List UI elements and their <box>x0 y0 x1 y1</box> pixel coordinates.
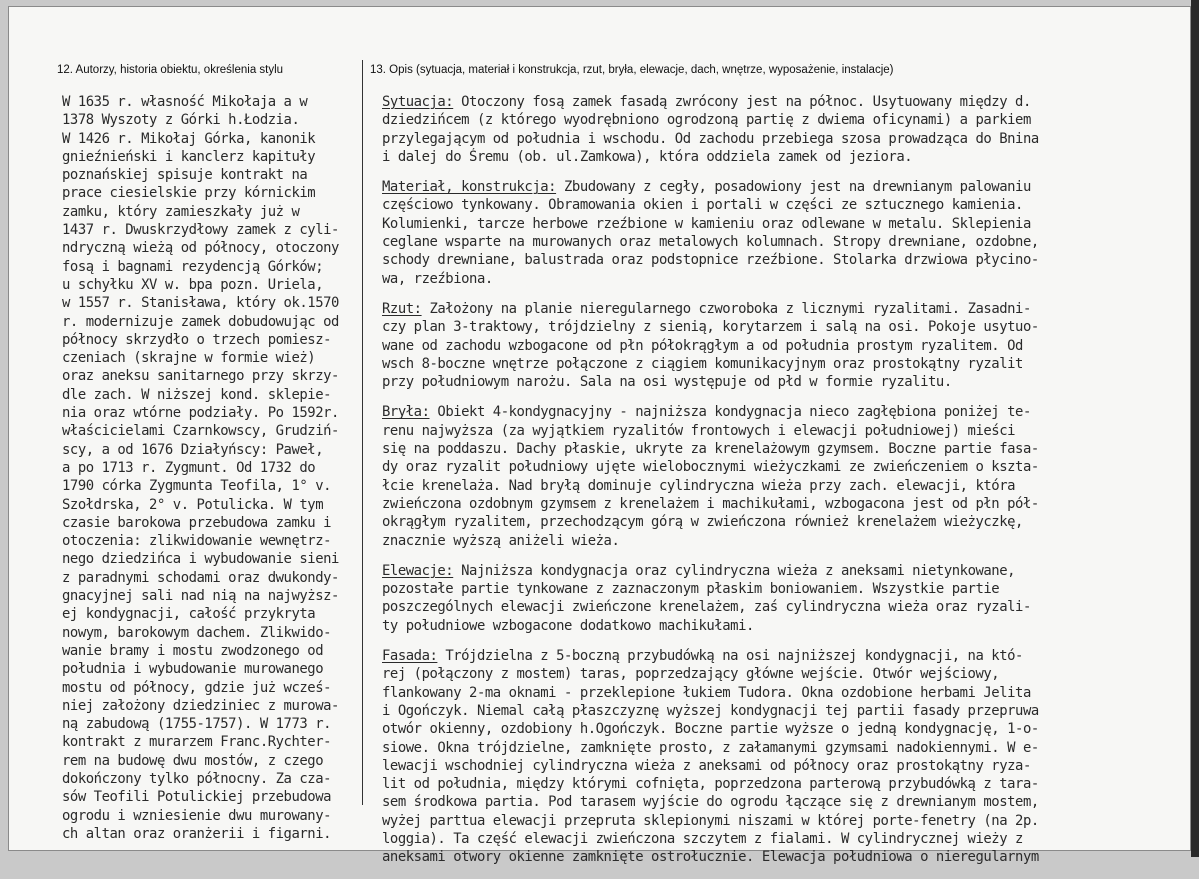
description-line: lit od południa, między którymi cofnięta, poprzedzona parterową przybudówką z tara- <box>382 776 1039 793</box>
description-line: wyżej parttua elewacji przepruta sklepionymi niszami w której porte-fenetry (na 2p. <box>382 812 1039 829</box>
description-line: i dalej do Śremu (ob. ul.Zamkowa), która oddziela zamek od jeziora. <box>382 148 913 165</box>
history-line: r. modernizuje zamek dobudowując od <box>62 313 339 330</box>
description-section <box>382 647 1172 867</box>
history-line: zamku, który zamieszkały już w <box>62 203 300 220</box>
history-line: północy skrzydło o trzech pomiesz- <box>62 331 332 348</box>
description-line <box>382 93 1172 111</box>
history-line: poznańskiej spisuje kontrakt na <box>62 167 308 184</box>
description-line: dziedzińcem (z którego wyodrębniono ogrodzoną partię z dwiema oficynami) a parkiem <box>382 112 1031 129</box>
description-line: czy plan 3-traktowy, trójdzielny z sienią, korytarzem i salą na osi. Pokoje usytuo- <box>382 319 1039 336</box>
description-line: wa, rzeźbiona. <box>382 270 493 287</box>
history-line: ną zabudową (1755-1757). W 1773 r. <box>62 716 332 733</box>
history-line: południa i wybudowanie murowanego <box>62 661 324 678</box>
description-line: przy południowym narożu. Sala na osi występuje od płd w formie ryzalitu. <box>382 374 952 391</box>
description-line <box>382 647 1172 665</box>
section-label: Bryła: <box>382 404 430 421</box>
description-line: flankowany 2-ma oknami - przeklepione łukiem Tudora. Okna ozdobione herbami Jelita <box>382 684 1031 701</box>
history-line: wanie bramy i mostu zwodzonego od <box>62 642 324 659</box>
history-line: czasie barokowa przebudowa zamku i <box>62 514 332 531</box>
history-line: prace ciesielskie przy kórnickim <box>62 185 316 202</box>
history-line: a po 1713 r. Zygmunt. Od 1732 do <box>62 459 316 476</box>
description-line: ceglane wsparte na murowanych oraz metalowych kolumnach. Stropy drewniane, ozdobne, <box>382 234 1039 251</box>
description-section <box>382 403 1172 549</box>
description-line: się na poddaszu. Dachy płaskie, ukryte za krenelażowym gzymsem. Boczne partie fasa- <box>382 441 1039 458</box>
history-line: 1378 Wyszoty z Górki h.Łodzia. <box>62 112 300 129</box>
history-line: rem na budowę dwu mostów, z czego <box>62 752 324 769</box>
history-line: kontrakt z murarzem Franc.Rychter- <box>62 734 332 751</box>
section-text: Otoczony fosą zamek fasadą zwrócony jest na północ. Usytuowany między d. <box>461 94 1031 110</box>
history-line: dle zach. W niższej kond. sklepie- <box>62 386 332 403</box>
history-line: fosą i bagnami rezydencją Górków; <box>62 258 324 275</box>
history-line: oraz aneksu sanitarnego przy skrzy- <box>62 368 339 385</box>
description-section <box>382 562 1172 635</box>
section-text: Zbudowany z cegły, posadowiony jest na drewnianym palowaniu <box>564 179 1031 196</box>
section-label: Rzut: <box>382 300 422 317</box>
history-line: mostu od północy, gdzie już wcześ- <box>62 679 332 696</box>
history-line: scy, a od 1676 Działyńscy: Paweł, <box>62 441 324 458</box>
section-label: Sytuacja: <box>382 94 454 110</box>
description-header: 13. Opis (sytuacja, materiał i konstrukcja, rzut, bryła, elewacje, dach, wnętrze, wyposażenie, instalacje) <box>370 64 894 76</box>
description-line: schody drewniane, balustrada oraz podstopnice rzeźbione. Stolarka drzwiowa płycino- <box>382 252 1039 269</box>
description-line: przylegającym od południa i wschodu. Od zachodu przebiega szosa prowadząca do Bnina <box>382 130 1039 147</box>
history-line: czeniach (skrajne w formie wież) <box>62 350 316 367</box>
description-line: Kolumienki, tarcze herbowe rzeźbione w kamieniu oraz odlewane w metalu. Sklepienia <box>382 215 1031 232</box>
description-line <box>382 300 1172 318</box>
history-header: 12. Autorzy, historia obiektu, określenia stylu <box>57 64 284 76</box>
scan-edge <box>1191 0 1199 857</box>
description-line: rej (połączony z mostem) taras, poprzedzający główne wejście. Otwór wejściowy, <box>382 666 1000 683</box>
description-line: sem środkowa partia. Pod tarasem wyjście do ogrodu łączące się z drewnianym mostem, <box>382 794 1039 811</box>
section-label: Fasada: <box>382 648 438 665</box>
description-line <box>382 562 1172 580</box>
history-line: gnieźnieński i kanclerz kapituły <box>62 148 316 165</box>
description-line: okrągłym ryzalitem, przechodzącym górą w zwieńczona również krenelażem wieżyczkę, <box>382 514 1023 531</box>
description-line: łcie krenelaża. Nad bryłą dominuje cylindryczna wieża przy zach. elewacji, która <box>382 477 1016 494</box>
history-line: dokończony tylko północny. Za cza- <box>62 770 332 787</box>
history-line: nia oraz wtórne podziały. Po 1592r. <box>62 405 339 422</box>
history-line: gnacyjnej sali nad nią na najwyższ- <box>62 588 339 605</box>
history-line: niej założony dziedziniec z murowa- <box>62 697 339 714</box>
history-line: 1790 córka Zygmunta Teofila, 1° v. <box>62 478 332 495</box>
history-line: w 1557 r. Stanisława, który ok.1570 <box>62 295 339 312</box>
history-line: sów Teofili Potulickiej przebudowa <box>62 789 332 806</box>
history-line: ch altan oraz oranżerii i figarni. <box>62 825 332 842</box>
history-line: z paradnymi schodami oraz dwukondy- <box>62 569 339 586</box>
description-line: wsch 8-boczne wnętrze połączone z ciągiem komunikacyjnym oraz prostokątny ryzalit <box>382 355 1023 372</box>
description-line: wane od zachodu wzbogacone od płn półokrągłym a od południa prostym ryzalitem. Od <box>382 337 1023 354</box>
description-section <box>382 93 1172 166</box>
description-line: aneksami otwory okienne zamknięte ostrołucznie. Elewacja południowa o nieregularnym <box>382 849 1039 866</box>
description-line: siowe. Okna trójdzielne, zamknięte prosto, z załamanymi gzymsami nadokiennymi. W e- <box>382 739 1039 756</box>
section-text: Trójdzielna z 5-boczną przybudówką na osi najniższej kondygnacji, na któ- <box>445 648 1023 665</box>
description-column <box>382 93 1172 879</box>
history-line: właścicielami Czarnkowscy, Grudziń- <box>62 423 339 440</box>
description-line: otwór okienny, ozdobiony h.Ogończyk. Boczne partie wyższe o jedną kondygnację, 1-o- <box>382 721 1039 738</box>
description-line: ty południowe wzbogacone dodatkowo machikułami. <box>382 617 754 634</box>
description-line: częściowo tynkowany. Obramowania okien i portali w części ze sztucznego kamienia. <box>382 197 1023 214</box>
description-section <box>382 178 1172 288</box>
history-line: ej kondygnacji, całość przykryta <box>62 606 316 623</box>
history-line: 1437 r. Dwuskrzydłowy zamek z cyli- <box>62 222 339 239</box>
section-text: Obiekt 4-kondygnacyjny - najniższa kondygnacja nieco zagłębiona poniżej te- <box>437 404 1031 421</box>
description-line: pozostałe partie tynkowane z zaznaczonym płaskim boniowaniem. Wszystkie partie <box>382 581 1000 598</box>
history-column <box>62 93 358 843</box>
history-line: u schyłku XV w. bpa pozn. Uriela, <box>62 276 324 293</box>
history-line: ogrodu i wzniesienie dwu murowany- <box>62 807 332 824</box>
section-text: Najniższa kondygnacja oraz cylindryczna wieża z aneksami nietynkowane, <box>461 562 1016 579</box>
description-line: i Ogończyk. Niemal całą płaszczyznę wyższej kondygnacji tej partii fasady przepruwa <box>382 702 1039 719</box>
description-section <box>382 300 1172 391</box>
description-line: poszczególnych elewacji zwieńczone krenelażem, zaś cylindryczna wieża oraz ryzali- <box>382 599 1031 616</box>
description-line: renu najwyższa (za wyjątkiem ryzalitów frontowych i elewacji południowej) mieści <box>382 422 1016 439</box>
history-line: nego dziedzińca i wybudowanie sieni <box>62 551 339 568</box>
section-label: Elewacje: <box>382 562 454 579</box>
description-line: lewacji wschodniej cylindryczna wieża z aneksami od północy oraz prostokątny ryza- <box>382 757 1031 774</box>
history-line: ndryczną wieżą od północy, otoczony <box>62 240 339 257</box>
column-divider <box>362 60 363 805</box>
description-line: znacznie wyższą aniżeli wieża. <box>382 532 620 549</box>
history-line: W 1426 r. Mikołaj Górka, kanonik <box>62 130 316 147</box>
history-line: otoczenia: zlikwidowanie wewnętrz- <box>62 533 332 550</box>
description-line: dy oraz ryzalit południowy ujęte wielobocznymi wieżyczkami ze zwieńczeniem o kszta- <box>382 459 1039 476</box>
description-line <box>382 403 1172 421</box>
description-line: zwieńczona ozdobnym gzymsem z krenelażem i machikułami, wzbogacona jest od płn pół- <box>382 495 1039 512</box>
section-text: Założony na planie nieregularnego czworoboka z licznymi ryzalitami. Zasadni- <box>429 300 1031 317</box>
description-line <box>382 178 1172 196</box>
history-line: W 1635 r. własność Mikołaja a w <box>62 94 308 110</box>
history-line: nowym, barokowym dachem. Zlikwido- <box>62 624 332 641</box>
history-line: Szołdrska, 2° v. Potulicka. W tym <box>62 496 324 513</box>
section-label: Materiał, konstrukcja: <box>382 179 557 196</box>
description-line: loggia). Ta część elewacji zwieńczona szczytem z fialami. W cylindrycznej wieży z <box>382 830 1023 847</box>
